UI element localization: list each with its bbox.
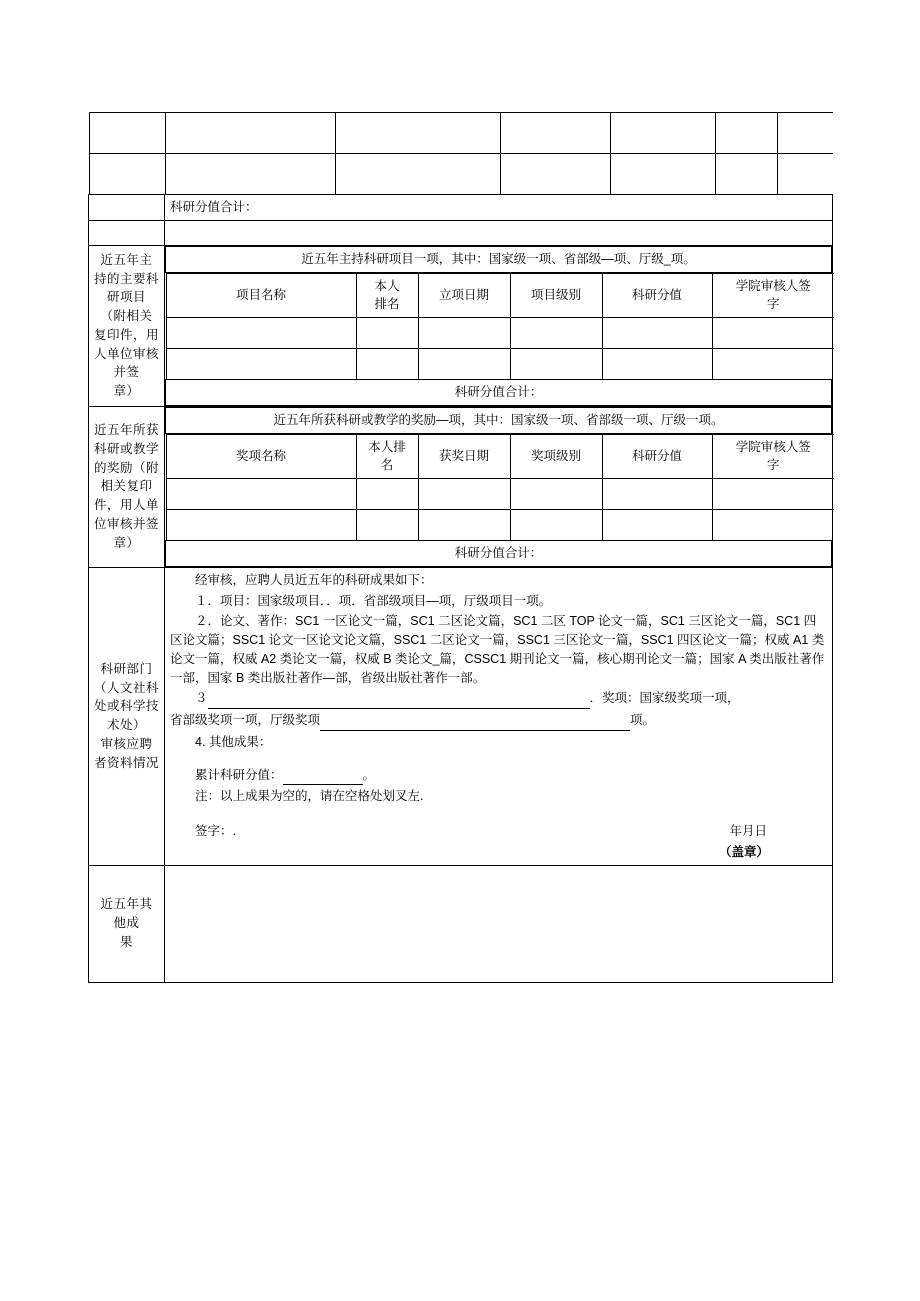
cell[interactable] xyxy=(166,510,356,541)
section-projects xyxy=(89,245,833,406)
cell[interactable] xyxy=(602,510,712,541)
table-row xyxy=(166,479,834,510)
review-item3-blank[interactable] xyxy=(208,689,590,709)
hdr-line: 学院审核人签 xyxy=(735,278,811,293)
cell[interactable] xyxy=(165,113,335,154)
section-other xyxy=(89,865,833,982)
top-summary-label: 科研分值合计： xyxy=(165,195,833,221)
cell[interactable] xyxy=(335,113,500,154)
spacer-right xyxy=(165,220,833,245)
cell[interactable] xyxy=(510,510,602,541)
label-line: 件，用人单 xyxy=(94,498,160,513)
awards-summary-row xyxy=(166,541,832,567)
review-item3-prefix: ３ xyxy=(195,691,208,706)
label-line: 他成 xyxy=(113,916,140,931)
hdr-line: 本人排 xyxy=(368,439,406,454)
table-row xyxy=(166,318,834,349)
label-line: 位审核并签 xyxy=(94,516,160,531)
cell[interactable] xyxy=(165,154,335,195)
table-row xyxy=(89,113,833,154)
section-awards-label xyxy=(89,406,165,567)
label-line: 人单位审核 xyxy=(94,346,160,361)
table-row xyxy=(166,510,834,541)
spacer-row xyxy=(89,220,833,245)
projects-grid xyxy=(166,273,835,380)
awards-header-level: 奖项级别 xyxy=(510,434,602,479)
projects-summary-row xyxy=(166,380,832,406)
cell[interactable] xyxy=(712,349,834,380)
awards-intro: 近五年所获科研或教学的奖励—项，其中：国家级一项、省部级一项、厅级一项。 xyxy=(166,407,832,433)
review-item3-line2 xyxy=(170,711,827,731)
label-line: 持的主要科 xyxy=(94,271,160,286)
cell[interactable] xyxy=(777,154,833,195)
awards-header-row xyxy=(166,434,834,479)
awards-intro-row xyxy=(166,407,832,433)
cell[interactable] xyxy=(89,154,165,195)
spacer-left xyxy=(89,220,165,245)
label-line: 章） xyxy=(113,384,140,398)
review-item3-line2-prefix: 省部级奖项一项，厅级奖项 xyxy=(170,713,321,727)
section-awards-inner xyxy=(165,407,832,567)
hdr-line: 排名 xyxy=(374,297,400,312)
projects-summary-label: 科研分值合计： xyxy=(166,380,832,406)
cell[interactable] xyxy=(418,318,510,349)
cell[interactable] xyxy=(418,349,510,380)
cell[interactable] xyxy=(712,479,834,510)
hdr-line: 学院审核人签 xyxy=(735,439,811,454)
cell[interactable] xyxy=(712,510,834,541)
projects-header-name: 项目名称 xyxy=(166,273,356,318)
review-total-prefix: 累计科研分值： xyxy=(195,767,283,782)
review-total xyxy=(170,766,827,786)
top-summary-left-spacer xyxy=(89,195,165,221)
projects-header-row xyxy=(166,273,834,318)
form-table xyxy=(88,112,833,983)
review-note: 注：以上成果为空的，请在空格处划叉左. xyxy=(195,789,424,804)
cell[interactable] xyxy=(777,113,833,154)
projects-grid-row xyxy=(166,272,832,380)
awards-header-name: 奖项名称 xyxy=(166,434,356,479)
label-line: 者资料情况 xyxy=(94,755,160,770)
section-projects-content xyxy=(165,245,833,406)
projects-grid-cell xyxy=(166,272,832,380)
cell[interactable] xyxy=(356,349,418,380)
label-line: 复印件，用 xyxy=(94,327,160,342)
cell[interactable] xyxy=(500,113,610,154)
cell[interactable] xyxy=(715,113,777,154)
review-gap xyxy=(170,754,827,764)
awards-summary-label: 科研分值合计： xyxy=(166,541,832,567)
review-item4: 4. 其他成果： xyxy=(195,734,272,749)
cell[interactable] xyxy=(418,510,510,541)
review-item3-line2-blank[interactable] xyxy=(320,711,630,731)
projects-header-signature xyxy=(712,273,834,318)
cell[interactable] xyxy=(89,113,165,154)
label-line: 处或科学技 xyxy=(94,699,160,714)
review-item2: ２．论文、著作：SC1 一区论文一篇，SC1 二区论文篇，SC1 二区 TOP 论文一篇，SC1 三区论文一篇，SC1 四区论文篇；SSC1 论文一区论文论文篇，SSC1 二区论文一篇，SSC1 三区论文一篇，SSC1 四区论文一篇；权威 A1 类论文一篇，权威 A2 类论文一篇，权威 B 类论文_篇，CSSC1 期刊论文一篇，核心期刊论文一篇；国家 A 类出版社著作一部，国家 B 类出版社著作—部，省级出版社著作一部。 xyxy=(170,614,825,685)
label-line: 章） xyxy=(113,535,140,550)
hdr-line: 字 xyxy=(766,297,780,312)
cell[interactable] xyxy=(715,154,777,195)
review-intro: 经审核，应聘人员近五年的科研成果如下： xyxy=(195,572,433,587)
review-stamp-label: （盖章） xyxy=(718,844,769,859)
section-other-label xyxy=(89,865,165,982)
cell[interactable] xyxy=(610,113,715,154)
section-awards xyxy=(89,406,833,567)
projects-header-level: 项目级别 xyxy=(510,273,602,318)
cell[interactable] xyxy=(356,510,418,541)
section-other-content[interactable] xyxy=(165,865,833,982)
label-line: 研项目 xyxy=(106,290,146,305)
section-review-content xyxy=(165,567,833,865)
projects-header-rank xyxy=(356,273,418,318)
review-total-blank[interactable] xyxy=(283,766,363,786)
review-item3 xyxy=(170,689,827,709)
section-projects-label xyxy=(89,245,165,406)
cell[interactable] xyxy=(356,318,418,349)
awards-header-signature xyxy=(712,434,834,479)
cell[interactable] xyxy=(610,154,715,195)
cell[interactable] xyxy=(166,479,356,510)
table-row xyxy=(166,349,834,380)
label-line: 相关复印 xyxy=(100,479,153,494)
label-line: 术处） xyxy=(106,718,146,733)
label-line: 近五年其 xyxy=(100,897,153,912)
review-signature-row xyxy=(170,822,827,841)
top-summary-row xyxy=(89,195,833,221)
section-projects-inner xyxy=(165,246,832,406)
section-review xyxy=(89,567,833,865)
top-grid-cell xyxy=(89,112,833,195)
awards-grid-cell xyxy=(166,433,832,541)
table-row xyxy=(89,154,833,195)
review-total-suffix: 。 xyxy=(362,767,376,782)
review-date-label[interactable]: 年月日 xyxy=(729,824,767,838)
label-line: 并签 xyxy=(113,365,140,380)
section-review-label xyxy=(89,567,165,865)
cell[interactable] xyxy=(510,479,602,510)
hdr-line: 字 xyxy=(766,458,780,473)
cell[interactable] xyxy=(602,318,712,349)
projects-intro: 近五年主持科研项目一项，其中：国家级一项、省部级—项、厅级_项。 xyxy=(166,246,832,272)
top-continuation-grid xyxy=(89,112,834,194)
awards-grid-row xyxy=(166,433,832,541)
label-line: 科研或教学 xyxy=(94,441,160,456)
label-line: （附相关 xyxy=(100,309,153,323)
awards-header-score: 科研分值 xyxy=(602,434,712,479)
hdr-line: 名 xyxy=(380,458,394,473)
projects-header-date: 立项日期 xyxy=(418,273,510,318)
cell[interactable] xyxy=(500,154,610,195)
label-line: 近五年所获 xyxy=(94,423,160,438)
awards-header-date: 获奖日期 xyxy=(418,434,510,479)
label-line: 科研部门 xyxy=(100,661,153,676)
cell[interactable] xyxy=(356,479,418,510)
review-item3-line2-suffix: 项。 xyxy=(630,713,656,727)
projects-intro-row xyxy=(166,246,832,272)
cell[interactable] xyxy=(602,349,712,380)
cell[interactable] xyxy=(712,318,834,349)
cell[interactable] xyxy=(418,479,510,510)
label-line: 近五年主 xyxy=(100,252,153,267)
hdr-line: 本人 xyxy=(374,278,400,293)
label-line: 审核应聘 xyxy=(100,736,153,751)
review-item3-mid: ．奖项：国家级奖项一项， xyxy=(589,691,740,706)
awards-grid xyxy=(166,434,835,541)
awards-header-rank xyxy=(356,434,418,479)
section-awards-content xyxy=(165,406,833,567)
cell[interactable] xyxy=(510,318,602,349)
cell[interactable] xyxy=(335,154,500,195)
cell[interactable] xyxy=(510,349,602,380)
cell[interactable] xyxy=(602,479,712,510)
review-item1: １．项目：国家级项目．．项．省部级项目—项，厅级项目一项。 xyxy=(195,593,552,608)
cell[interactable] xyxy=(166,349,356,380)
label-line: 果 xyxy=(119,934,133,949)
label-line: （人文社科 xyxy=(94,680,160,695)
projects-header-score: 科研分值 xyxy=(602,273,712,318)
label-line: 的奖励（附 xyxy=(94,460,160,475)
review-signature-label[interactable]: 签字：. xyxy=(195,824,236,838)
form-page xyxy=(88,112,832,983)
top-grid-row xyxy=(89,112,833,195)
cell[interactable] xyxy=(166,318,356,349)
